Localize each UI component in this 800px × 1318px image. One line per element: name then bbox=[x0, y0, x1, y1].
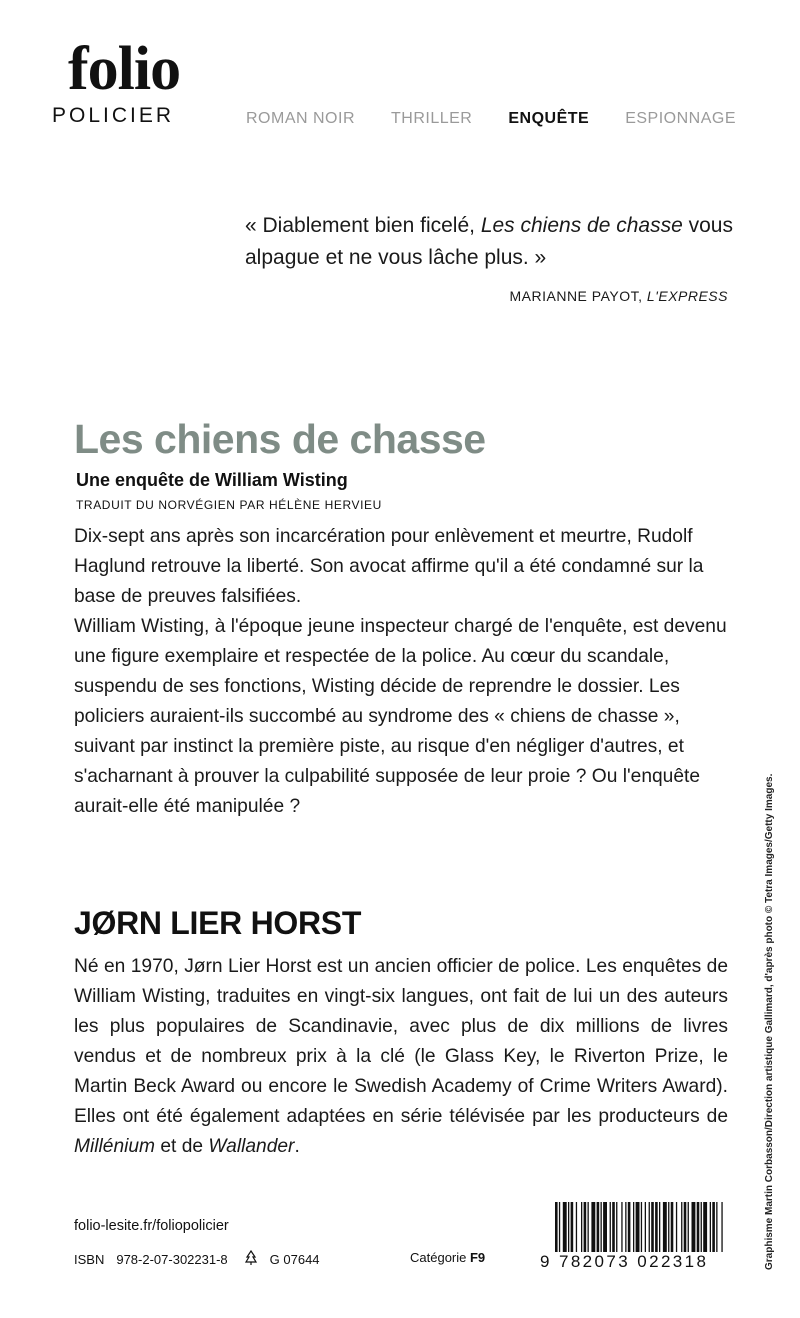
barcode-bar bbox=[671, 1202, 674, 1252]
barcode-bar bbox=[721, 1202, 722, 1252]
barcode-bar bbox=[663, 1202, 667, 1252]
barcode-bar bbox=[621, 1202, 622, 1252]
synopsis-paragraph-2: William Wisting, à l'époque jeune inspecteur chargé de l'enquête, est devenu une figure exemplaire et respectée de la police. Au cœur du scandale, suspendu de ses fonctions, Wisting décide de reprendre le dossier. Les policiers auraient-ils succombé au syndrome des « chiens de chasse », suivant par instinct la première piste, au risque d'en négliger d'autres, et s'acharnant à prouver la culpabilité supposée de leur proie ? Ou l'enquête aurait-elle été manipulée ? bbox=[74, 616, 727, 817]
barcode-bar bbox=[571, 1202, 574, 1252]
genre-enquete: ENQUÊTE bbox=[508, 110, 590, 127]
barcode-bar bbox=[628, 1202, 631, 1252]
barcode-bar bbox=[676, 1202, 677, 1252]
quote-close: vous alpague et ne vous lâche plus. » bbox=[245, 214, 733, 269]
barcode-bar bbox=[668, 1202, 669, 1252]
genre-row bbox=[246, 110, 736, 128]
author-bio bbox=[74, 952, 728, 1162]
barcode-bar bbox=[568, 1202, 569, 1252]
barcode-bar bbox=[563, 1202, 567, 1252]
isbn-label: ISBN bbox=[74, 1252, 105, 1267]
quote-source-publication: L'EXPRESS bbox=[646, 288, 728, 304]
barcode-bar bbox=[591, 1202, 595, 1252]
barcode-bar bbox=[555, 1202, 558, 1252]
review-quote bbox=[245, 210, 745, 274]
quote-source bbox=[510, 288, 729, 304]
recycle-glyph bbox=[242, 1250, 260, 1266]
isbn-number: 978-2-07-302231-8 bbox=[116, 1252, 228, 1267]
isbn-line bbox=[74, 1250, 320, 1269]
category-code: F9 bbox=[469, 1250, 486, 1265]
barcode-bar bbox=[712, 1202, 715, 1252]
website-link[interactable]: folio-lesite.fr/foliopolicier bbox=[74, 1218, 229, 1234]
photo-credit: Graphisme Martin Corbasson/Direction artistique Gallimard, d'après photo © Tetra Images/Getty Images. bbox=[764, 773, 775, 1270]
barcode-bar bbox=[581, 1202, 582, 1252]
barcode-bar bbox=[597, 1202, 600, 1252]
bio-work-millenium: Millénium bbox=[74, 1136, 156, 1157]
bio-work-wallander: Wallander bbox=[208, 1136, 295, 1157]
category bbox=[410, 1250, 485, 1265]
barcode-bar bbox=[697, 1202, 700, 1252]
barcode-bar bbox=[576, 1202, 577, 1252]
bio-text: Né en 1970, Jørn Lier Horst est un ancien officier de police. Les enquêtes de William Wisting, traduites en vingt-six langues, ont fait de lui un des auteurs les plus populaires de Scandinavie, avec plus de dix millions de livres vendus et de nombreux prix à la clé (le Glass Key, le Riverton Prize, le Martin Beck Award ou encore le Swedish Academy of Crime Writers Award). Elles ont été également adaptées en série télévisée par les producteurs de bbox=[74, 956, 728, 1127]
barcode-bar bbox=[651, 1202, 654, 1252]
barcode-bar bbox=[601, 1202, 602, 1252]
bio-and: et de bbox=[155, 1136, 209, 1157]
product-code: G 07644 bbox=[269, 1252, 320, 1267]
barcode-bar bbox=[716, 1202, 717, 1252]
barcode-bar bbox=[616, 1202, 617, 1252]
barcode-bar bbox=[703, 1202, 707, 1252]
book-title: Les chiens de chasse bbox=[74, 416, 486, 462]
barcode-bar bbox=[588, 1202, 589, 1252]
barcode-bar bbox=[584, 1202, 587, 1252]
barcode-bar bbox=[603, 1202, 607, 1252]
genre-espionnage: ESPIONNAGE bbox=[625, 110, 737, 127]
barcode bbox=[555, 1202, 725, 1252]
barcode-bar bbox=[710, 1202, 711, 1252]
barcode-bar bbox=[681, 1202, 682, 1252]
barcode-bar bbox=[692, 1202, 696, 1252]
barcode-bar bbox=[649, 1202, 650, 1252]
category-label: Catégorie bbox=[410, 1250, 470, 1265]
barcode-bar bbox=[636, 1202, 640, 1252]
series-label: POLICIER bbox=[52, 104, 175, 127]
translator-credit: TRADUIT DU NORVÉGIEN PAR HÉLÈNE HERVIEU bbox=[76, 498, 382, 512]
book-subtitle: Une enquête de William Wisting bbox=[76, 470, 348, 490]
barcode-bar bbox=[659, 1202, 660, 1252]
folio-logo: folio bbox=[68, 35, 181, 103]
barcode-bar bbox=[625, 1202, 626, 1252]
barcode-bar bbox=[633, 1202, 634, 1252]
recycle-icon bbox=[242, 1250, 260, 1269]
barcode-bar bbox=[645, 1202, 646, 1252]
barcode-bar bbox=[684, 1202, 687, 1252]
barcode-bar bbox=[612, 1202, 615, 1252]
barcode-bar bbox=[641, 1202, 642, 1252]
genre-thriller: THRILLER bbox=[391, 110, 473, 127]
quote-source-name: MARIANNE PAYOT, bbox=[509, 288, 647, 304]
author-name: JØRN LIER HORST bbox=[74, 905, 362, 941]
barcode-bar bbox=[701, 1202, 702, 1252]
synopsis-paragraph-1: Dix-sept ans après son incarcération pour enlèvement et meurtre, Rudolf Haglund retrouve la liberté. Son avocat affirme qu'il a été condamné sur la base de preuves falsifiées. bbox=[74, 526, 704, 607]
barcode-bar bbox=[610, 1202, 611, 1252]
bio-end: . bbox=[294, 1136, 300, 1157]
quote-title: Les chiens de chasse bbox=[480, 214, 683, 237]
synopsis bbox=[74, 522, 728, 822]
genre-roman-noir: ROMAN NOIR bbox=[246, 110, 355, 127]
barcode-bar bbox=[559, 1202, 560, 1252]
barcode-bar bbox=[688, 1202, 689, 1252]
barcode-bar bbox=[655, 1202, 658, 1252]
quote-open: « Diablement bien ficelé, bbox=[245, 214, 481, 237]
barcode-number: 9 782073 022318 bbox=[540, 1252, 709, 1271]
